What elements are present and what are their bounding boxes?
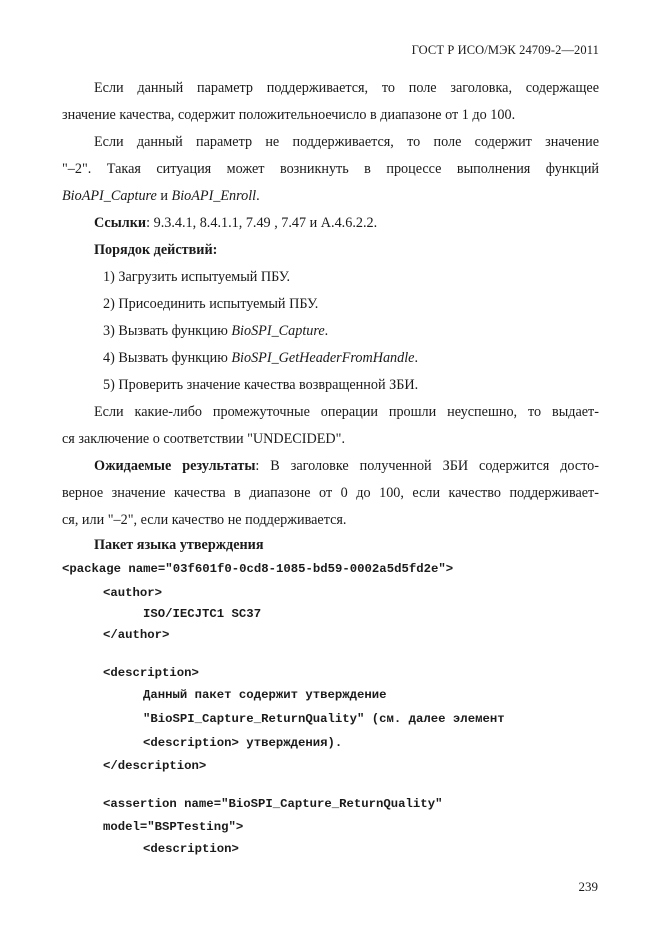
expected-results-label: Ожидаемые результаты [94, 458, 256, 474]
code-line: <description> утверждения). [143, 736, 343, 750]
step-item [103, 319, 328, 343]
step-number: 5) [103, 377, 115, 393]
step-text: Проверить значение качества возвращенной ЗБИ. [118, 377, 419, 393]
step-text: Загрузить испытуемый ПБУ. [118, 269, 291, 285]
conjunction-text: и [156, 188, 172, 204]
standard-header: ГОСТ Р ИСО/МЭК 24709-2—2011 [411, 43, 599, 57]
code-line: "BioSPI_Capture_ReturnQuality" (см. далее элемент [143, 712, 505, 726]
step-end: . [414, 350, 419, 366]
code-line: <description> [103, 666, 199, 680]
expected-results-line1 [62, 454, 599, 478]
step-item [103, 346, 418, 370]
references-line [62, 211, 599, 235]
paragraph-undecided-line2: ся заключение о соответствии "UNDECIDED". [62, 431, 345, 447]
function-name: BioAPI_Capture [62, 188, 157, 204]
step-item [103, 373, 418, 397]
paragraph-unsupported-line1: Если данный параметр не поддерживается, то поле содержит значение [94, 134, 599, 150]
code-line: </author> [103, 628, 170, 642]
paragraph-unsupported-line2: "–2". Такая ситуация может возникнуть в процессе выполнения функций [62, 161, 599, 177]
code-line: model="BSPTesting"> [103, 820, 244, 834]
code-line: <assertion name="BioSPI_Capture_ReturnQuality" [103, 797, 443, 811]
step-text: Присоединить испытуемый ПБУ. [118, 296, 319, 312]
code-line: Данный пакет содержит утверждение [143, 688, 387, 702]
step-text: Вызвать функцию [118, 350, 232, 366]
step-number: 4) [103, 350, 115, 366]
step-item [103, 292, 318, 316]
step-item [103, 265, 290, 289]
expected-results-line2: верное значение качества в диапазоне от 0 до 100, если качество поддерживает- [62, 485, 599, 501]
package-heading: Пакет языка утверждения [94, 537, 264, 553]
code-line: <package name="03f601f0-0cd8-1085-bd59-0002a5d5fd2e"> [62, 562, 454, 576]
code-line: </description> [103, 759, 207, 773]
paragraph-unsupported-line3 [62, 184, 599, 208]
step-end: . [324, 323, 329, 339]
function-name: BioSPI_Capture [231, 323, 325, 339]
code-line: <description> [143, 842, 239, 856]
paragraph-supported-line1: Если данный параметр поддерживается, то поле заголовка, содержащее [94, 80, 599, 96]
references-label: Ссылки [94, 215, 147, 231]
code-line: <author> [103, 586, 163, 600]
paragraph-undecided-line1: Если какие-либо промежуточные операции прошли неуспешно, то выдает- [94, 404, 599, 420]
expected-results-line3: ся, или "–2", если качество не поддерживается. [62, 512, 347, 528]
order-heading: Порядок действий: [94, 242, 218, 258]
function-name: BioSPI_GetHeaderFromHandle [231, 350, 415, 366]
expected-results-text: : В заголовке полученной ЗБИ содержится досто- [255, 458, 599, 474]
function-name: BioAPI_Enroll [171, 188, 257, 204]
period-text: . [256, 188, 260, 204]
paragraph-supported-line2: значение качества, содержит положительноечисло в диапазоне от 1 до 100. [62, 107, 516, 123]
step-text: Вызвать функцию [118, 323, 232, 339]
step-number: 3) [103, 323, 115, 339]
references-text: : 9.3.4.1, 8.4.1.1, 7.49 , 7.47 и А.4.6.2.2. [146, 215, 378, 231]
step-number: 1) [103, 269, 115, 285]
step-number: 2) [103, 296, 115, 312]
page-number: 239 [578, 879, 598, 894]
code-line: ISO/IECJTC1 SC37 [143, 607, 262, 621]
